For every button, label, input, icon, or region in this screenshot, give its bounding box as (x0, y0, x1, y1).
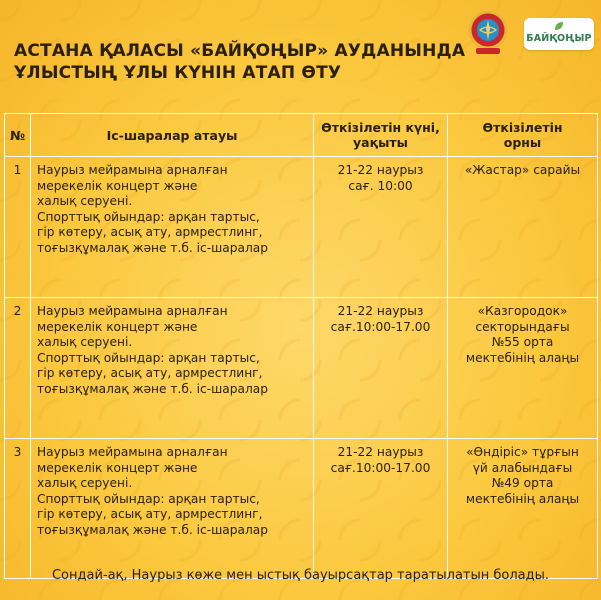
event-name-line: халық серуені. (37, 335, 133, 350)
event-name-line: тоғызқұмалақ және т.б. іс-шаралар (37, 522, 268, 537)
header-date-line-2: уақыты (353, 135, 408, 150)
event-date-line: 21-22 наурыз (337, 163, 424, 177)
event-date (314, 298, 448, 439)
event-place (448, 298, 598, 439)
event-name-line: гір көтеру, асық ату, армрестлинг, (37, 225, 263, 240)
event-place-line: «Өндіріс» тұрғын (466, 445, 579, 459)
event-name-line: Спорттық ойындар: арқан тартыс, (37, 209, 260, 224)
event-name (31, 439, 314, 579)
event-name-line: халық серуені. (37, 194, 133, 209)
event-time-line: сағ. 10:00 (348, 178, 413, 193)
event-place (448, 157, 598, 298)
event-name-line: Наурыз мейрамына арналған (37, 304, 228, 318)
title-line-1: АСТАНА ҚАЛАСЫ «БАЙҚОҢЫР» АУДАНЫНДА (14, 41, 466, 61)
event-name-line: тоғызқұмалақ және т.б. іс-шаралар (37, 240, 268, 255)
event-place-line: секторындағы (475, 319, 570, 334)
row-number: 3 (5, 439, 31, 579)
event-name-line: Спорттық ойындар: арқан тартыс, (37, 350, 260, 365)
table-header-row (5, 114, 598, 157)
event-name-line: халық серуені. (37, 476, 133, 491)
event-name (31, 157, 314, 298)
event-place-line: «Жастар» сарайы (464, 163, 581, 177)
event-time-line: сағ.10:00-17.00 (330, 319, 431, 334)
header-date (314, 114, 448, 157)
events-table (4, 113, 598, 579)
event-name-line: тоғызқұмалақ және т.б. іс-шаралар (37, 381, 268, 396)
header-num: № (5, 114, 31, 157)
event-name-line: гір көтеру, асық ату, армрестлинг, (37, 507, 263, 522)
table-row (5, 298, 598, 439)
event-place-line: мектебінің алаңы (465, 491, 580, 506)
baikonyr-logo (524, 18, 594, 50)
event-name-line: Наурыз мейрамына арналған (37, 163, 228, 177)
event-place (448, 439, 598, 579)
event-name (31, 298, 314, 439)
header-place (448, 114, 598, 157)
event-place-line: №55 орта (491, 335, 554, 350)
event-date-line: 21-22 наурыз (337, 304, 424, 318)
event-place-line: мектебінің алаңы (465, 350, 580, 365)
district-emblem-icon (468, 10, 508, 56)
title-line-2: ҰЛЫСТЫҢ ҰЛЫ КҮНІН АТАП ӨТУ (14, 63, 342, 83)
header-place-line-1: Өткізілетін (482, 120, 563, 135)
leaf-icon (554, 21, 564, 31)
event-place-line: үй алабындағы (472, 460, 573, 475)
event-name-line: Наурыз мейрамына арналған (37, 445, 228, 459)
event-name-line: гір көтеру, асық ату, армрестлинг, (37, 366, 263, 381)
header-name: Іс-шаралар атауы (31, 114, 314, 157)
event-date (314, 157, 448, 298)
event-place-line: №49 орта (491, 476, 554, 491)
event-date-line: 21-22 наурыз (337, 445, 424, 459)
table-row (5, 439, 598, 579)
event-place-line: «Казгородок» (477, 304, 568, 318)
event-name-line: мерекелік концерт және (37, 319, 198, 334)
footer-note: Сондай-ақ, Наурыз көже мен ыстық бауырсақтар таратылатын болады. (51, 568, 550, 583)
event-date (314, 439, 448, 579)
event-name-line: мерекелік концерт және (37, 178, 198, 193)
page-title (14, 40, 466, 84)
event-time-line: сағ.10:00-17.00 (330, 460, 431, 475)
event-name-line: Спорттық ойындар: арқан тартыс, (37, 491, 260, 506)
logo-text: БАЙҚОҢЫР (526, 32, 592, 44)
event-name-line: мерекелік концерт және (37, 460, 198, 475)
header-place-line-2: орны (503, 135, 542, 150)
row-number: 1 (5, 157, 31, 298)
table-row (5, 157, 598, 298)
header-date-line-1: Өткізілетін күні, (321, 120, 440, 135)
row-number: 2 (5, 298, 31, 439)
